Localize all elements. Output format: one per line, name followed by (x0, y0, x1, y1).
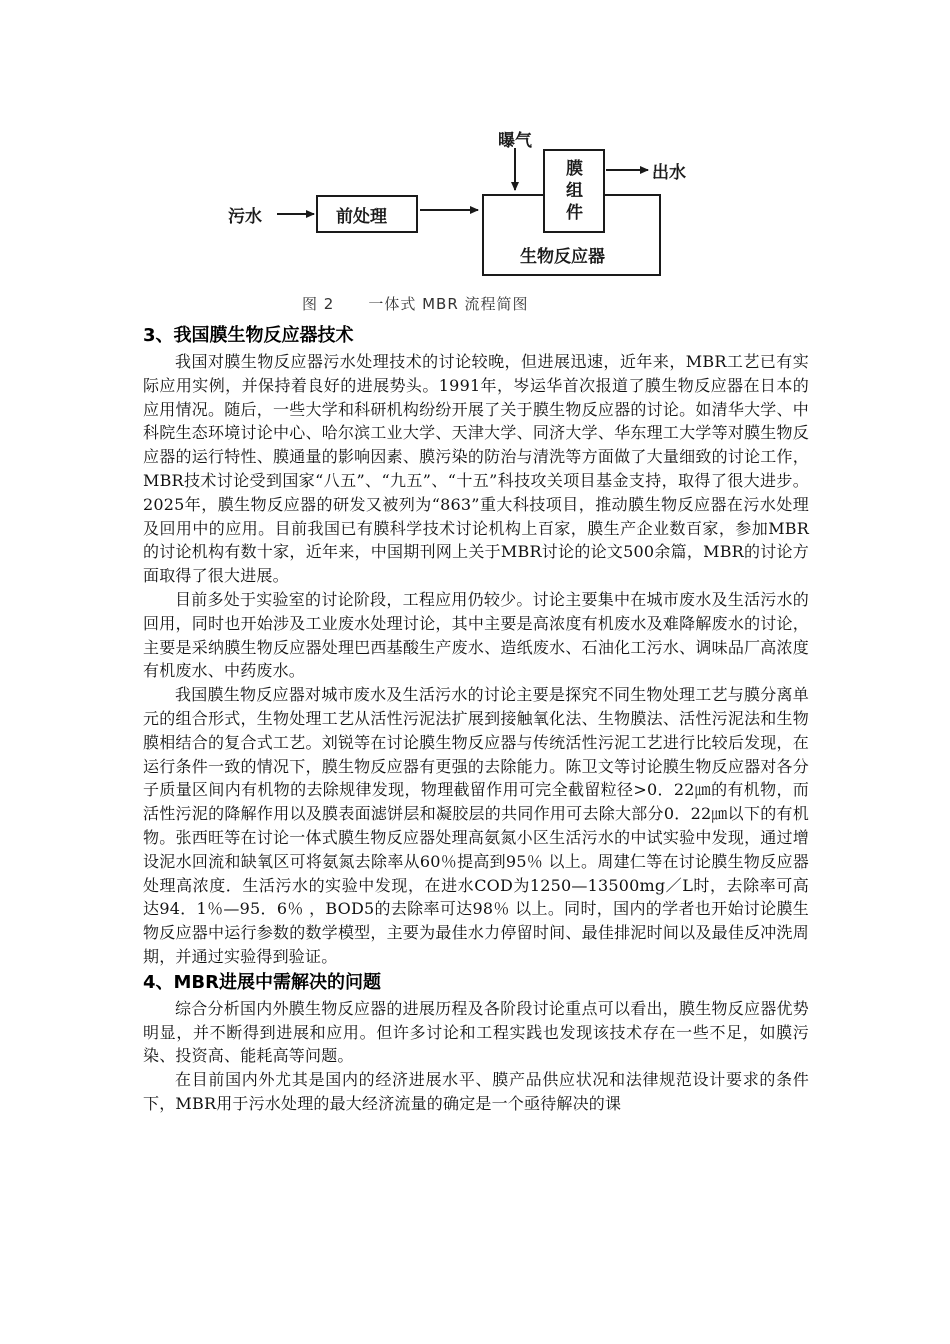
figure-caption-text: 一体式 MBR 流程简图 (368, 295, 529, 313)
document-body (143, 322, 809, 1116)
mbr-flow-diagram (220, 118, 700, 318)
figure-caption (302, 293, 529, 314)
figure-caption-number: 图 2 (302, 295, 335, 313)
section-heading-4: 4、MBR进展中需解决的问题 (143, 971, 382, 993)
label-bioreactor: 生物反应器 (520, 247, 605, 267)
label-input-sewage: 污水 (228, 207, 262, 227)
paragraph: 我国膜生物反应器对城市废水及生活污水的讨论主要是探究不同生物处理工艺与膜分离单元的组合形式，生物处理工艺从活性污泥法扩展到接触氧化法、生物膜法、活性污泥法和生物膜相结合的复合式工艺。刘锐等在讨论膜生物反应器与传统活性污泥工艺进行比较后发现，在运行条件一致的情况下，膜生物反应器有更强的去除能力。陈卫文等讨论膜生物反应器对各分子质量区间内有机物的去除规律发现，物理截留作用可完全截留粒径>0．22㎛的有机物，而活性污泥的降解作用以及膜表面滤饼层和凝胶层的共同作用可去除大部分0．22㎛以下的有机物。张西旺等在讨论一体式膜生物反应器处理高氨氮小区生活污水的中试实验中发现，通过增设泥水回流和缺氧区可将氨氮去除率从60％提高到95％ 以上。周建仁等在讨论膜生物反应器处理高浓度．生活污水的实验中发现，在进水COD为1250—13500mg／L时，去除率可高达94．1％—95．6％ ，BOD5的去除率可达98％ 以上。同时，国内的学者也开始讨论膜生物反应器中运行参数的数学模型，主要为最佳水力停留时间、最佳排泥时间以及最佳反冲洗周期，并通过实验得到验证。 (143, 685, 809, 966)
label-output-water: 出水 (652, 163, 686, 183)
label-membrane-2: 组 (566, 181, 583, 201)
label-pretreatment: 前处理 (336, 207, 387, 227)
paragraph: 在目前国内外尤其是国内的经济进展水平、膜产品供应状况和法律规范设计要求的条件下，MBR用于污水处理的最大经济流量的确定是一个亟待解决的课 (143, 1070, 809, 1113)
flow-diagram-lines (220, 118, 700, 293)
label-membrane-3: 件 (566, 203, 583, 223)
paragraph: 我国对膜生物反应器污水处理技术的讨论较晚，但进展迅速，近年来，MBR工艺已有实际应用实例，并保持着良好的进展势头。1991年，岑运华首次报道了膜生物反应器在日本的应用情况。随后，一些大学和科研机构纷纷开展了关于膜生物反应器的讨论。如清华大学、中科院生态环境讨论中心、哈尔滨工业大学、天津大学、同济大学、华东理工大学等对膜生物反应器的运行特性、膜通量的影响因素、膜污染的防治与清洗等方面做了大量细致的讨论工作，MBR技术讨论受到国家“八五”、“九五”、“十五”科技攻关项目基金支持，取得了很大进步。2025年，膜生物反应器的研发又被列为“863”重大科技项目，推动膜生物反应器在污水处理及回用中的应用。目前我国已有膜科学技术讨论机构上百家，膜生产企业数百家，参加MBR的讨论机构有数十家，近年来，中国期刊网上关于MBR讨论的论文500余篇，MBR的讨论方面取得了很大进展。 (143, 352, 809, 586)
section-heading-3: 3、我国膜生物反应器技术 (143, 325, 354, 346)
paragraph: 综合分析国内外膜生物反应器的进展历程及各阶段讨论重点可以看出，膜生物反应器优势明显，并不断得到进展和应用。但许多讨论和工程实践也发现该技术存在一些不足，如膜污染、投资高、能耗高等问题。 (143, 998, 809, 1066)
paragraph: 目前多处于实验室的讨论阶段，工程应用仍较少。讨论主要集中在城市废水及生活污水的回用，同时也开始涉及工业废水处理讨论，其中主要是高浓度有机废水及难降解废水的讨论，主要是采纳膜生物反应器处理巴西基酸生产废水、造纸废水、石油化工污水、调味品厂高浓度有机废水、中药废水。 (143, 589, 809, 681)
label-aeration: 曝气 (498, 131, 532, 151)
label-membrane-1: 膜 (566, 159, 583, 179)
